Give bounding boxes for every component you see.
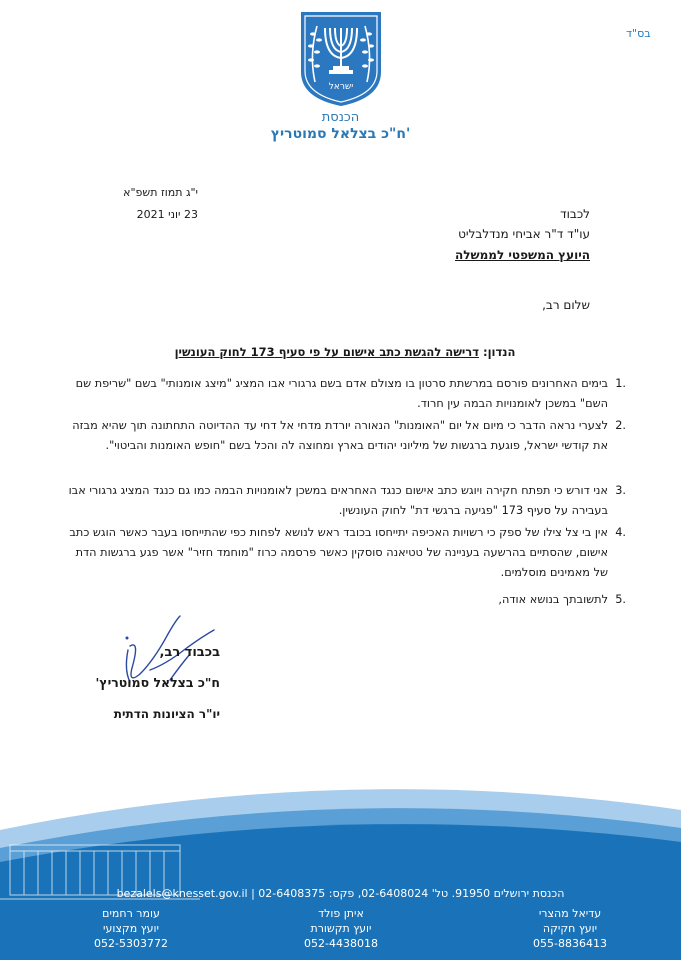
footer-contact-line: הכנסת ירושלים 91950. טל' 02-6408024, פקס: 02-6408375 | bezalels@knesset.gov.il (116, 887, 565, 900)
list-item (68, 481, 626, 521)
recipient-name: עו"ד ד"ר אביחי מנדלבליט (458, 227, 590, 241)
list-item (68, 590, 626, 610)
member-name-header: ח"כ בצלאל סמוטריץ' (270, 126, 411, 142)
staff-contact (495, 906, 645, 951)
list-item (68, 416, 626, 456)
signoff-name: ח"כ בצלאל סמוטריץ' (95, 675, 220, 690)
staff-phone: 052-4438018 (304, 937, 378, 950)
item-number: 5. (615, 593, 626, 606)
item-text: אין בי צל צילו של ספק כי רשויות האכיפה יתייחסו בכובד ראש לנושא לפחות כפי שהתייחסו בעבר כאשר הוגש כתב אישום, שהסתיים בהרשעה בעניינה של טטיאנה סוסקין כאשר פרסמה כרוז "מוחמד חזיר" אשר פגע ברגשות הדת של מאמינים מוסלמים. (69, 526, 608, 579)
item-text: אני דורש כי תפתח חקירה ויוגש כתב אישום כנגד האחראים במשכן לאומנויות הבמה כמו גם כנגד המציג גרגורי אבו בעבירה על סעיף 173 "פגיעה ברגשי דת" לחוק העונשין. (68, 484, 608, 517)
hebrew-date: י"ג תמוז תשפ"א (123, 186, 198, 199)
item-number: 3. (615, 484, 626, 497)
staff-phone: 052-5303772 (94, 937, 168, 950)
list-item (68, 374, 626, 414)
greeting: שלום רב, (542, 298, 590, 312)
item-number: 4. (615, 526, 626, 539)
emblem-label: ישראל (328, 82, 354, 92)
staff-role: יועץ תקשורת (310, 922, 372, 935)
institution-name: הכנסת (321, 110, 360, 125)
staff-name: עומר רחמים (102, 907, 160, 920)
staff-role: יועץ מקצועי (103, 922, 159, 935)
staff-name: עדיאל מהצרי (538, 907, 602, 920)
gregorian-date: 23 יוני 2021 (136, 208, 198, 221)
bsd-mark: בס"ד (626, 27, 651, 40)
list-item (68, 523, 626, 583)
state-emblem-icon (299, 10, 383, 108)
recipient-to-label: לכבוד (560, 207, 590, 221)
item-number: 1. (615, 377, 626, 390)
item-number: 2. (615, 419, 626, 432)
staff-contact (266, 906, 416, 951)
signoff-regards: בכבוד רב, (159, 645, 220, 660)
staff-role: יועץ חקיקה (542, 922, 598, 935)
staff-contact (56, 906, 206, 951)
recipient-title: היועץ המשפטי לממשלה (454, 248, 590, 262)
item-text: לצערי נראה הדבר כי מיום אל יום "האומנות" הנאורה יורדת מדחי אל דחי עד ההדיוטה התחתונה תוך שהיא מבזה את קודשי ישראל, פוגעת ברגשות של מיליוני יהודים בארץ ומחוצה לה והכל בשם "חופש האומנות והביטוי". (72, 419, 608, 452)
subject-label: הנדון: (483, 345, 516, 359)
subject-text: דרישה להגשת כתב אישום על פי סעיף 173 לחוק העונשין (174, 345, 479, 359)
signoff-role: יו"ר הציונות הדתית (113, 707, 220, 721)
staff-phone: 055-8836413 (533, 937, 607, 950)
staff-name: איתן פולד (318, 907, 364, 920)
item-text: לתשובתך בנושא אודה, (498, 593, 608, 606)
subject-line (100, 345, 590, 359)
item-text: בימים האחרונים פורסם במרשתת סרטון בו מצולם אדם בשם גרגורי אבו המציג "מיצג אומנותי" בשם "שריפת שם השם" במשכן לאומנויות הבמה עין חרוד. (75, 377, 608, 410)
